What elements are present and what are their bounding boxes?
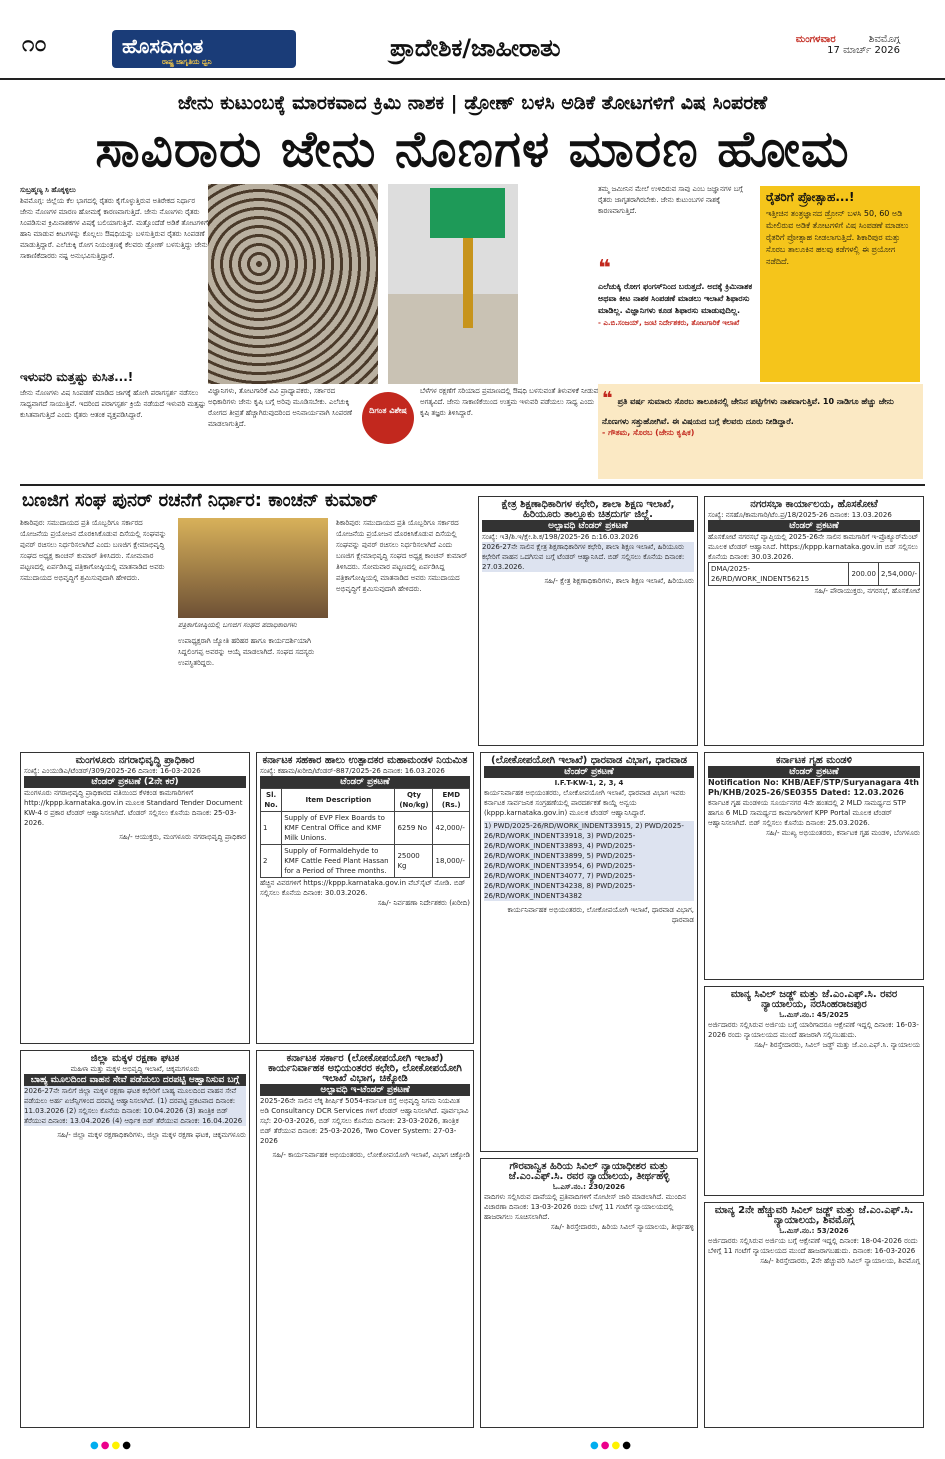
ad5-heading: (ಲೋಕೋಪಯೋಗಿ ಇಲಾಖೆ) ಧಾರವಾಡ ವಿಭಾಗ, ಧಾರವಾಡ xyxy=(491,755,687,766)
story2-photo xyxy=(178,518,328,618)
ad2-work-id: DMA/2025-26/RD/WORK_INDENT56215 xyxy=(709,563,849,586)
byline: ಸುಬ್ರಹ್ಮಣ್ಯ ಸಿ ಹೊಕ್ಕಳ್ಳಿಲು xyxy=(20,186,76,194)
ad4-body: ಹೆಚ್ಚಿನ ವಿವರಗಳಿಗೆ https://kppp.karnataka.gov.in ವೆಬ್‌ಸೈಟ್ ನೋಡಿ. ಬಿಡ್ ಸಲ್ಲಿಸಲು ಕೊನೆಯ ದಿನಾಂಕ: 30.03.2026. xyxy=(260,879,466,897)
ad11-case: ಓ.ಮಿಸ್.ನಂ.: 53/2026 xyxy=(779,1227,849,1235)
ad-kmf-tender[interactable] xyxy=(256,752,474,1044)
brand-name: ಹೊಸದಿಗಂತ xyxy=(122,34,204,58)
sidebar-yellow-box xyxy=(760,186,920,382)
ad-court-thirthahalli[interactable] xyxy=(480,1158,698,1428)
ad3-sign: ಸಹಿ/- ಆಯುಕ್ತರು, ಮಂಗಳೂರು ನಗರಾಭಿವೃದ್ಧಿ ಪ್ರಾಧಿಕಾರ xyxy=(119,833,246,841)
story2-body-b: ಉಪಾಧ್ಯಕ್ಷರಾಗಿ ಜ್ಯೋತಿ ಹರಿಹರ ಹಾಗೂ ಕಾರ್ಯದರ್ಶಿಯಾಗಿ ಸಿದ್ದಲಿಂಗಪ್ಪ ಅವರನ್ನು ಆಯ್ಕೆ ಮಾಡಲಾಗಿದೆ. ಸಂಘದ ಸದಸ್ಯರು ಉಪಸ್ಥಿತರಿದ್ದರು. xyxy=(178,637,315,667)
ad1-ref: ಸಂಖ್ಯೆ: ಇ3/ಶಿ.ಇ/ಕ್ಷೇ.ಶಿ.ಕ/198/2025-26 ದಿ:16.03.2026 xyxy=(482,533,639,541)
ad8-body: 2026-27ನೇ ಸಾಲಿಗೆ ಜಿಲ್ಲಾ ಮಕ್ಕಳ ರಕ್ಷಣಾ ಘಟಕ ಕಛೇರಿಗೆ ಬಾಹ್ಯ ಮೂಲದಿಂದ ವಾಹನ ಸೇವೆ ಪಡೆಯಲು ಅರ್ಹ ಏಜೆನ್ಸಿಗಳಿಂದ ದರಪಟ್ಟಿ ಆಹ್ವಾನಿಸಲಾಗಿದೆ. (1) ದರಪಟ್ಟಿ ಪ್ರಕಟವಾದ ದಿನಾಂಕ: 11.03.2026 (2) ಸಲ್ಲಿಸಲು ಕೊನೆಯ ದಿನಾಂಕ: 10.04.2026 (3) ತಾಂತ್ರಿಕ ಬಿಡ್ ತೆರೆಯುವ ದಿನಾಂಕ: 13.04.2026 (4) ಆರ್ಥಿಕ ಬಿಡ್ ತೆರೆಯುವ ದಿನಾಂಕ: 16.04.2026 xyxy=(24,1086,246,1126)
ad11-body: ಅರ್ಜಿದಾರರು ಸಲ್ಲಿಸಿರುವ ಅರ್ಜಿಯ ಬಗ್ಗೆ ಆಕ್ಷೇಪಣೆ ಇದ್ದಲ್ಲಿ ದಿನಾಂಕ: 18-04-2026 ರಂದು ಬೆಳಿಗ್ಗೆ 11 ಗಂಟೆಗೆ ನ್ಯಾಯಾಲಯದ ಮುಂದೆ ಹಾಜರಾಗಬಹುದು. ದಿನಾಂಕ: 16-03-2026 xyxy=(708,1237,918,1255)
ad2-emd: 200.00 xyxy=(849,563,879,586)
ad5-works: 1) PWD/2025-26/RD/WORK_INDENT33915, 2) PWD/2025-26/RD/WORK_INDENT33918, 3) PWD/2025-26/RD/WORK_INDENT33893, 4) PWD/2025-26/RD/WORK_INDENT33899, 5) PWD/2025-26/RD/WORK_INDENT33954, 6) PWD/2025-26/RD/WORK_INDENT34077, 7) PWD/2025-26/RD/WORK_INDENT34238, 8) PWD/2025-26/RD/WORK_INDENT34382 xyxy=(484,821,694,901)
quote-2-author: - ಗೌತಮ, ಸೊರಬ (ಜೇನು ಕೃಷಿಕ) xyxy=(602,428,695,437)
cell: 2 xyxy=(261,845,282,878)
lead-headline[interactable]: ಸಾವಿರಾರು ಜೇನು ನೊಣಗಳ ಮಾರಣ ಹೋಮ xyxy=(95,120,850,178)
quote-box-2 xyxy=(598,384,923,479)
lead-body-1: ಶಿವಮೊಗ್ಗ: ಜಿಲ್ಲೆಯ ಕೆಲ ಭಾಗದಲ್ಲಿ ರೈತರು ಕೈಗೊಳ್ಳುತ್ತಿರುವ ಅತಿರೇಕದ ನಿರ್ಧಾರ ಜೇನು ನೊಣಗಳ ಮಾರಣ ಹೋಮಕ್ಕೆ ಕಾರಣವಾಗುತ್ತಿದೆ. ಜೇನು ನೊಣಗಳು ರೈತರು ಸಿಂಪಡಿಸುವ ಕ್ರಿಮಿನಾಶಕಗಳ ವಿಷಕ್ಕೆ ಬಲಿಯಾಗುತ್ತಿವೆ. ಮತ್ತೊಂದೆಡೆ ಅಡಿಕೆ ತೋಟಗಳಿಗೆ ಹಾನಿ ಮಾಡುವ ಕೀಟಗಳನ್ನು ಕೊಲ್ಲಲು ಔಷಧಿಯನ್ನು ಬಳಸುತ್ತಿರುವ ರೈತರು ಸಿಂಪಡಣೆ ಮಾಡುತ್ತಿದ್ದಾರೆ. ಎಲೆಚುಕ್ಕಿ ರೋಗ ನಿಯಂತ್ರಣಕ್ಕೆ ಕೆಲವರು ಡ್ರೋಣ್ ಬಳಸುತ್ತಿದ್ದು ಜೇನು ಸಾಕಾಣಿಕೆದಾರರು ನಷ್ಟ ಅನುಭವಿಸುತ್ತಿದ್ದಾರೆ. xyxy=(20,197,209,260)
ad11-sign: ಸಹಿ/- ಶಿರಸ್ತೇದಾರರು, 2ನೇ ಹೆಚ್ಚುವರಿ ಸಿವಿಲ್ ನ್ಯಾಯಾಲಯ, ಶಿವಮೊಗ್ಗ xyxy=(760,1257,920,1265)
quote-2: ಪ್ರತಿ ವರ್ಷ ಸುಮಾರು ಸೊರಬ ತಾಲೂಕಿನಲ್ಲಿ ಜೇನಿನ ಪಟ್ಟಿಗೆಗಳು ನಾಶವಾಗುತ್ತಿವೆ. 10 ನಾಡಿಗೂ ಹೆಚ್ಚು ಜೇನು ನೊಣಗಳು ಸತ್ತುಹೋಗಿವೆ. ಈ ವಿಷಯದ ಬಗ್ಗೆ ಕೆಲವರು ದೂರು ನೀಡಿದ್ದಾರೆ. xyxy=(602,397,894,426)
ad5-sub: I.F.T-KW-1, 2, 3, 4 xyxy=(554,779,624,787)
ad2-bar: ಟೆಂಡರ್ ಪ್ರಕಟಣೆ xyxy=(708,520,920,532)
ad8-sub: ಮಹಿಳಾ ಮತ್ತು ಮಕ್ಕಳ ಅಭಿವೃದ್ಧಿ ಇಲಾಖೆ, ಚಿಕ್ಕಮಗಳೂರು xyxy=(70,1065,200,1073)
ad4-sign: ಸಹಿ/- ನಿರ್ವಹಣಾ ನಿರ್ದೇಶಕರು (ಖರೀದಿ) xyxy=(377,899,470,907)
ad-child-protection[interactable] xyxy=(20,1050,250,1428)
ad4-col-emd: EMD (Rs.) xyxy=(433,789,470,812)
cell: 1 xyxy=(261,812,282,845)
ad3-heading: ಮಂಗಳೂರು ನಗರಾಭಿವೃದ್ಧಿ ಪ್ರಾಧಿಕಾರ xyxy=(75,755,195,766)
ad4-col-qty: Qty (No/kg) xyxy=(395,789,433,812)
cell: Supply of EVP Flex Boards to KMF Central Office and KMF Milk Unions. xyxy=(282,812,395,845)
beehive-box xyxy=(430,188,505,238)
print-registration-marks: ●●●● xyxy=(90,1440,133,1451)
ad2-table xyxy=(708,562,920,586)
ad5-sign: ಕಾರ್ಯನಿರ್ವಾಹಕ ಅಭಿಯಂತರರು, ಲೋಕೋಪಯೋಗಿ ಇಲಾಖೆ, ಧಾರವಾಡ ವಿಭಾಗ, ಧಾರವಾಡ xyxy=(507,906,694,924)
ad6-sign: ಸಹಿ/- ಮುಖ್ಯ ಅಭಿಯಂತರರು, ಕರ್ನಾಟಕ ಗೃಹ ಮಂಡಳಿ, ಬೆಂಗಳೂರು xyxy=(766,829,920,837)
ad10-sign: ಸಹಿ/- ಶಿರಸ್ತೇದಾರರು, ಹಿರಿಯ ಸಿವಿಲ್ ನ್ಯಾಯಾಲಯ, ತೀರ್ಥಹಳ್ಳಿ xyxy=(550,1223,694,1231)
ad3-bar: ಟೆಂಡರ್ ಪ್ರಕಟಣೆ (2ನೇ ಕರೆ) xyxy=(24,776,246,788)
cell: 6259 No xyxy=(395,812,433,845)
ad10-case: ಓ.ಎಸ್.ನಂ.: 230/2026 xyxy=(552,1183,626,1191)
ad1-body: 2026-27ನೇ ಸಾಲಿನ ಕ್ಷೇತ್ರ ಶಿಕ್ಷಣಾಧಿಕಾರಿಗಳ ಕಛೇರಿ, ಶಾಲಾ ಶಿಕ್ಷಣ ಇಲಾಖೆ, ಹಿರಿಯೂರು ಕಛೇರಿಗೆ ವಾಹನ ಒದಗಿಸುವ ಬಗ್ಗೆ ಟೆಂಡರ್ ಆಹ್ವಾನಿಸಿದೆ. ಬಿಡ್ ಸಲ್ಲಿಸಲು ಕೊನೆಯ ದಿನಾಂಕ: 27.03.2026. xyxy=(482,542,694,572)
brand-logo[interactable] xyxy=(112,30,296,68)
ad7-case: ಓ.ಮಿಸ್.ನಂ.: 45/2025 xyxy=(779,1011,849,1019)
quote-1: ಎಲೆಚುಕ್ಕಿ ರೋಗ ಫಂಗಸ್‌ನಿಂದ ಬರುತ್ತದೆ. ಅದಕ್ಕೆ ಕ್ರಿಮಿನಾಶಕ ಅಥವಾ ಕೀಟ ನಾಶಕ ಸಿಂಪಡಣೆ ಮಾಡಲು ಇಲಾಖೆ ಶಿಫಾರಸು ಮಾಡಿಲ್ಲ. ವಿಜ್ಞಾನಿಗಳು ಕೂಡ ಶಿಫಾರಸು ಮಾಡುವುದಿಲ್ಲ. xyxy=(598,282,753,315)
ad6-body: ಕರ್ನಾಟಕ ಗೃಹ ಮಂಡಳಿಯ ಸೂರ್ಯನಗರ 4ನೇ ಹಂತದಲ್ಲಿ 2 MLD ಸಾಮರ್ಥ್ಯದ STP ಹಾಗೂ 6 MLD ಸಾಮರ್ಥ್ಯದ ಕಾಮಗಾರಿಗಳಿಗೆ KPP Portal ಮೂಲಕ ಟೆಂಡರ್ ಆಹ್ವಾನಿಸಲಾಗಿದೆ. ಬಿಡ್ ಸಲ್ಲಿಸಲು ಕೊನೆಯ ದಿನಾಂಕ: 25.03.2026. xyxy=(708,799,906,827)
quote-mark-icon-2: ❝ xyxy=(602,388,613,409)
ad-hoskote-tender[interactable] xyxy=(704,496,924,746)
ad7-heading: ಮಾನ್ಯ ಸಿವಿಲ್ ಜಡ್ಜ್ ಮತ್ತು ಜೆ.ಎಂ.ಎಫ್.ಸಿ. ರವರ ನ್ಯಾಯಾಲಯ, ನರಸಿಂಹರಾಜಪುರ xyxy=(730,989,898,1010)
lead-body-2: ಜೇನು ನೊಣಗಳು ವಿಷ ಸಿಂಪಡಣೆ ಮಾಡಿದ ಜಾಗಕ್ಕೆ ಹೋಗಿ ಪರಾಗಸ್ಪರ್ಶ ನಡೆಸಲು ಸಾಧ್ಯವಾಗದೆ ಸಾಯುತ್ತಿವೆ. ಇದರಿಂದ ಪರಾಗಸ್ಪರ್ಶ ಕ್ರಿಯೆ ನಡೆಯದೆ ಇಳುವರಿ ಮತ್ತಷ್ಟು ಕುಸಿತವಾಗುತ್ತಿದೆ ಎಂದು ರೈತರು ಆತಂಕ ವ್ಯಕ್ತಪಡಿಸಿದ್ದಾರೆ. xyxy=(20,389,206,419)
ad-mangaluru-tender[interactable] xyxy=(20,752,250,1044)
ad-pwd-chikkodi[interactable] xyxy=(256,1050,474,1428)
ad1-sign: ಸಹಿ/- ಕ್ಷೇತ್ರ ಶಿಕ್ಷಣಾಧಿಕಾರಿಗಳು, ಶಾಲಾ ಶಿಕ್ಷಣ ಇಲಾಖೆ, ಹಿರಿಯೂರು xyxy=(544,577,694,585)
ad1-bar: ಅಲ್ಪಾವಧಿ ಟೆಂಡರ್ ಪ್ರಕಟಣೆ xyxy=(482,520,694,532)
yellow-box-title: ರೈತರಿಗೆ ಪ್ರೋತ್ಸಾಹ...! xyxy=(766,190,855,204)
ad4-bar: ಟೆಂಡರ್ ಪ್ರಕಟಣೆ xyxy=(260,776,470,788)
lead-body-4: ಬೆಳೆಗಳ ರಕ್ಷಣೆಗೆ ಸರಿಯಾದ ಪ್ರಮಾಣದಲ್ಲಿ ಔಷಧಿ ಬಳಸುವಂತೆ ತಿಳುವಳಿಕೆ ನೀಡುವ ಅಗತ್ಯವಿದೆ. ಜೇನು ಸಾಕಾಣಿಕೆಯಿಂದ ಉತ್ತಮ ಇಳುವರಿ ಪಡೆಯಲು ಸಾಧ್ಯ ಎಂದು ಕೃಷಿ ತಜ್ಞರು ತಿಳಿಸಿದ್ದಾರೆ. xyxy=(420,387,599,417)
ad4-col-item: Item Description xyxy=(282,789,395,812)
quote-box-1 xyxy=(598,256,758,376)
table-row xyxy=(261,812,470,845)
ad8-sign: ಸಹಿ/- ಜಿಲ್ಲಾ ಮಕ್ಕಳ ರಕ್ಷಣಾಧಿಕಾರಿಗಳು, ಜಿಲ್ಲಾ ಮಕ್ಕಳ ರಕ್ಷಣಾ ಘಟಕ, ಚಿಕ್ಕಮಗಳೂರು xyxy=(57,1131,246,1139)
ad4-table xyxy=(260,788,470,878)
ad-education-tender[interactable] xyxy=(478,496,698,746)
cell: 18,000/- xyxy=(433,845,470,878)
special-stamp: ದಿಗಂತ ವಿಶೇಷ xyxy=(362,392,414,444)
ad7-sign: ಸಹಿ/- ಶಿರಸ್ತೇದಾರರು, ಸಿವಿಲ್ ಜಡ್ಜ್ ಮತ್ತು ಜೆ.ಎಂ.ಎಫ್.ಸಿ. ನ್ಯಾಯಾಲಯ xyxy=(754,1041,920,1049)
ad-pwd-dharwad[interactable] xyxy=(480,752,698,1152)
quote-1-author: - ಎ.ಬಿ.ಸಂಜಯ್, ಜಂಟಿ ನಿರ್ದೇಶಕರು, ತೋಟಗಾರಿಕೆ ಇಲಾಖೆ xyxy=(598,319,740,327)
ad3-ref: ಸಂಖ್ಯೆ: ಎಂಯುಡಿಎ/ಟೆಂಡರ್/309/2025-26 ದಿನಾಂಕ: 16-03-2026 xyxy=(24,767,201,775)
ad8-bar: ಬಾಹ್ಯ ಮೂಲದಿಂದ ವಾಹನ ಸೇವೆ ಪಡೆಯಲು ದರಪಟ್ಟಿ ಆಹ್ವಾನಿಸುವ ಬಗ್ಗೆ xyxy=(24,1074,246,1086)
ad4-col-sl: Sl. No. xyxy=(261,789,282,812)
ad6-bar: ಟೆಂಡರ್ ಪ್ರಕಟಣೆ xyxy=(708,766,920,778)
ad9-bar: ಅಲ್ಪಾವಧಿ ಇ-ಟೆಂಡರ್ ಪ್ರಕಟಣೆ xyxy=(260,1084,470,1096)
ad5-bar: ಟೆಂಡರ್ ಪ್ರಕಟಣೆ xyxy=(484,766,694,778)
lead-subheadline: ಜೇನು ಕುಟುಂಬಕ್ಕೆ ಮಾರಕವಾದ ಕ್ರಿಮಿ ನಾಶಕ | ಡ್ರೋಣ್ ಬಳಸಿ ಅಡಿಕೆ ತೋಟಗಳಿಗೆ ವಿಷ ಸಿಂಪರಣೆ xyxy=(177,92,768,114)
ad9-body: 2025-26ನೇ ಸಾಲಿನ ಲೆಕ್ಕ ಶೀರ್ಷಿಕೆ 5054-ಕರ್ನಾಟಕ ರಸ್ತೆ ಅಭಿವೃದ್ಧಿ ನಿಗಮ ನಿಯಮಿತ ಅಡಿ Consultancy DCR Services ಗಳಿಗೆ ಟೆಂಡರ್ ಆಹ್ವಾನಿಸಲಾಗಿದೆ. ಪೂರ್ವಭಾವಿ ಸಭೆ: 20-03-2026, ಬಿಡ್ ಸಲ್ಲಿಸಲು ಕೊನೆಯ ದಿನಾಂಕ: 23-03-2026, ತಾಂತ್ರಿಕ ಬಿಡ್ ತೆರೆಯುವ ದಿನಾಂಕ: 25-03-2026, Two Cover System: 27-03-2026 xyxy=(260,1097,469,1145)
ad1-heading: ಕ್ಷೇತ್ರ ಶಿಕ್ಷಣಾಧಿಕಾರಿಗಳ ಕಛೇರಿ, ಶಾಲಾ ಶಿಕ್ಷಣ ಇಲಾಖೆ, ಹಿರಿಯೂರು ತಾಲ್ಲೂಕು ಚಿತ್ರದುರ್ಗ ಜಿಲ್ಲೆ. xyxy=(501,499,675,520)
lead-subhead-2: ಇಳುವರಿ ಮತ್ತಷ್ಟು ಕುಸಿತ...! xyxy=(20,370,134,384)
lead-body-5: ತಮ್ಮ ಜಮೀನಿನ ಮೇಲೆ ಉಳಿದಿರುವ ಸಾವು ಎಂಬ ಜಜ್ಞಾನಗಳ ಬಗ್ಗೆ ರೈತರು ಜಾಗೃತರಾಗಿರಬೇಕು. ಜೇನು ಕುಟುಂಬಗಳ ನಾಶಕ್ಕೆ ಕಾರಣವಾಗುತ್ತಿದೆ. xyxy=(598,185,743,215)
ad2-heading: ನಗರಸಭಾ ಕಾರ್ಯಾಲಯ, ಹೊಸಕೋಟೆ xyxy=(750,499,878,510)
ad-court-nrpura[interactable] xyxy=(704,986,924,1196)
page-number: ೧೦ xyxy=(22,32,47,57)
ad-khb-tender[interactable] xyxy=(704,752,924,980)
quote-mark-icon: ❝ xyxy=(598,256,611,281)
story2-headline[interactable]: ಬಣಜಿಗ ಸಂಘ ಪುನರ್ ರಚನೆಗೆ ನಿರ್ಧಾರ: ಕಾಂಚನ್ ಕುಮಾರ್ xyxy=(22,490,378,511)
masthead xyxy=(0,0,945,80)
story2-body: ಶಿಕಾರಿಪುರ: ಸಮುದಾಯದ ಪ್ರತಿ ಯೊಬ್ಬರಿಗೂ ಸರ್ಕಾರದ ಯೋಜನೆಯ ಪ್ರಯೋಜನ ದೊರಕಿಸಿಕೊಡುವ ದಿಸೆಯಲ್ಲಿ ಸಂಘವನ್ನು ಪುನರ್ ರಚಿಸಲು ನಿರ್ಧರಿಸಲಾಗಿದೆ ಎಂದು ಬಣಜಿಗ ಕ್ಷೇಮಾಭಿವೃದ್ಧಿ ಸಂಘದ ಅಧ್ಯಕ್ಷ ಕಾಂಚನ್ ಕುಮಾರ್ ತಿಳಿಸಿದರು. ಸೋಮವಾರ ಪಟ್ಟಣದಲ್ಲಿ ಏರ್ಪಡಿಸಿದ್ದ ಪತ್ರಿಕಾಗೋಷ್ಠಿಯಲ್ಲಿ ಮಾತನಾಡಿದ ಅವರು ಸಮುದಾಯದ ಅಭಿವೃದ್ಧಿಗೆ ಶ್ರಮಿಸುವುದಾಗಿ ಹೇಳಿದರು. xyxy=(20,519,167,582)
print-registration-marks: ●●●● xyxy=(590,1440,633,1451)
ad4-heading: ಕರ್ನಾಟಕ ಸಹಕಾರ ಹಾಲು ಉತ್ಪಾದಕರ ಮಹಾಮಂಡಳ ನಿಯಮಿತ xyxy=(262,755,468,766)
hive-stand xyxy=(463,238,473,328)
ad10-heading: ಗೌರವಾನ್ವಿತ ಹಿರಿಯ ಸಿವಿಲ್ ನ್ಯಾಯಾಧೀಶರ ಮತ್ತು ಜೆ.ಎಂ.ಎಫ್.ಸಿ. ರವರ ನ್ಯಾಯಾಲಯ, ತೀರ್ಥಹಳ್ಳಿ xyxy=(508,1161,670,1182)
ad7-body: ಅರ್ಜಿದಾರರು ಸಲ್ಲಿಸಿರುವ ಅರ್ಜಿಯ ಬಗ್ಗೆ ಯಾರಿಗಾದರೂ ಆಕ್ಷೇಪಣೆ ಇದ್ದಲ್ಲಿ ದಿನಾಂಕ: 16-03-2026 ರಂದು ನ್ಯಾಯಾಲಯದ ಮುಂದೆ ಹಾಜರಾಗಿ ಸಲ್ಲಿಸಬಹುದು. xyxy=(708,1021,919,1039)
lead-body-col1 xyxy=(20,185,210,365)
ad10-body: ವಾದಿಗಳು ಸಲ್ಲಿಸಿರುವ ದಾವೆಯಲ್ಲಿ ಪ್ರತಿವಾದಿಗಳಿಗೆ ನೋಟೀಸ್ ಜಾರಿ ಮಾಡಲಾಗಿದೆ. ಮುಂದಿನ ವಿಚಾರಣಾ ದಿನಾಂಕ: 13-03-2026 ರಂದು ಬೆಳಿಗ್ಗೆ 11 ಗಂಟೆಗೆ ನ್ಯಾಯಾಲಯದಲ್ಲಿ ಹಾಜರಾಗಲು ಸೂಚಿಸಲಾಗಿದೆ. xyxy=(484,1193,686,1221)
ad2-sign: ಸಹಿ/- ಪೌರಾಯುಕ್ತರು, ನಗರಸಭೆ, ಹೊಸಕೋಟೆ xyxy=(814,587,920,595)
ad2-body: ಹೊಸಕೋಟೆ ನಗರಸಭೆ ವ್ಯಾಪ್ತಿಯಲ್ಲಿ 2025-26ನೇ ಸಾಲಿನ ಕಾಮಗಾರಿಗೆ ಇ-ಪ್ರೊಕ್ಯೂರ್‌ಮೆಂಟ್ ಮೂಲಕ ಟೆಂಡರ್ ಆಹ್ವಾನಿಸಿದೆ. https://kppp.karnataka.gov.in ಬಿಡ್ ಸಲ್ಲಿಸಲು ಕೊನೆಯ ದಿನಾಂಕ: 30.03.2026. xyxy=(708,533,919,561)
ad9-heading: ಕರ್ನಾಟಕ ಸರ್ಕಾರ (ಲೋಕೋಪಯೋಗಿ ಇಲಾಖೆ) ಕಾರ್ಯನಿರ್ವಾಹಕ ಅಭಿಯಂತರರ ಕಛೇರಿ, ಲೋಕೋಪಯೋಗಿ ಇಲಾಖೆ ವಿಭಾಗ, ಚಿಕ್ಕೋಡಿ xyxy=(268,1053,462,1084)
yellow-box-body: ಇತ್ತೀಚಿನ ತಂತ್ರಜ್ಞಾನದ ಡ್ರೋನ್ ಬಳಸಿ 50, 60 ಅಡಿ ಮೇಲಿರುವ ಅಡಿಕೆ ತೋಟಗಳಿಗೆ ವಿಷ ಸಿಂಪಡಣೆ ಮಾಡಲು ರೈತರಿಗೆ ಪ್ರೋತ್ಸಾಹ ನೀಡಲಾಗುತ್ತಿದೆ. ಶಿಕಾರಿಪುರ ಮತ್ತು ಸೊರಬ ತಾಲೂಕಿನ ಹಲವು ಕಡೆಗಳಲ್ಲಿ ಈ ಪ್ರಯೋಗ ನಡೆದಿದೆ. xyxy=(766,209,909,266)
ad11-heading: ಮಾನ್ಯ 2ನೇ ಹೆಚ್ಚುವರಿ ಸಿವಿಲ್ ಜಡ್ಜ್ ಮತ್ತು ಜೆ.ಎಂ.ಎಫ್.ಸಿ. ನ್ಯಾಯಾಲಯ, ಶಿವಮೊಗ್ಗ xyxy=(714,1205,914,1226)
cell: Supply of Formaldehyde to KMF Cattle Feed Plant Hassan for a Period of Three months. xyxy=(282,845,395,878)
story2-caption: ಪತ್ರಿಕಾಗೋಷ್ಠಿಯಲ್ಲಿ ಬಣಜಿಗ ಸಂಘದ ಪದಾಧಿಕಾರಿಗಳು xyxy=(178,621,297,629)
ad6-heading: ಕರ್ನಾಟಕ ಗೃಹ ಮಂಡಳಿ xyxy=(775,755,853,766)
story2-body-c: ಶಿಕಾರಿಪುರ: ಸಮುದಾಯದ ಪ್ರತಿ ಯೊಬ್ಬರಿಗೂ ಸರ್ಕಾರದ ಯೋಜನೆಯ ಪ್ರಯೋಜನ ದೊರಕಿಸಿಕೊಡುವ ದಿಸೆಯಲ್ಲಿ ಸಂಘವನ್ನು ಪುನರ್ ರಚಿಸಲು ನಿರ್ಧರಿಸಲಾಗಿದೆ ಎಂದು ಬಣಜಿಗ ಕ್ಷೇಮಾಭಿವೃದ್ಧಿ ಸಂಘದ ಅಧ್ಯಕ್ಷ ಕಾಂಚನ್ ಕುಮಾರ್ ತಿಳಿಸಿದರು. ಸೋಮವಾರ ಪಟ್ಟಣದಲ್ಲಿ ಏರ್ಪಡಿಸಿದ್ದ ಪತ್ರಿಕಾಗೋಷ್ಠಿಯಲ್ಲಿ ಮಾತನಾಡಿದ ಅವರು ಸಮುದಾಯದ ಅಭಿವೃದ್ಧಿಗೆ ಶ್ರಮಿಸುವುದಾಗಿ ಹೇಳಿದರು. xyxy=(336,519,468,593)
ad6-notification: Notification No: KHB/AEF/STP/Suryanagara 4th Ph/KHB/2025-26/SE0355 Dated: 12.03.2026 xyxy=(708,778,919,797)
ad5-body: ಕಾರ್ಯನಿರ್ವಾಹಕ ಅಭಿಯಂತರರು, ಲೋಕೋಪಯೋಗಿ ಇಲಾಖೆ, ಧಾರವಾಡ ವಿಭಾಗ ಇವರು ಕರ್ನಾಟಕ ಸಾರ್ವಜನಿಕ ಸಂಗ್ರಹಣೆಯಲ್ಲಿ ಪಾರದರ್ಶಕತೆ ಕಾಯ್ದೆ ಅನ್ವಯ (kppp.karnataka.gov.in) ಮೂಲಕ ಟೆಂಡರ್ ಆಹ್ವಾನಿಸಿದ್ದಾರೆ. xyxy=(484,789,686,817)
ad8-heading: ಜಿಲ್ಲಾ ಮಕ್ಕಳ ರಕ್ಷಣಾ ಘಟಕ xyxy=(90,1053,180,1064)
day-label: ಮಂಗಳವಾರ xyxy=(795,34,836,45)
bee-photo xyxy=(208,184,378,384)
ad3-body: ಮಂಗಳೂರು ನಗರಾಭಿವೃದ್ಧಿ ಪ್ರಾಧಿಕಾರದ ವತಿಯಿಂದ ಕೆಳಕಂಡ ಕಾಮಗಾರಿಗಳಿಗೆ http://kppp.karnataka.gov.in ಮೂಲಕ Standard Tender Document KW-4 ರ ಪ್ರಕಾರ ಟೆಂಡರ್ ಆಹ್ವಾನಿಸಲಾಗಿದೆ. ಟೆಂಡರ್ ಸಲ್ಲಿಸಲು ಕೊನೆಯ ದಿನಾಂಕ: 25-03-2026. xyxy=(24,789,243,827)
dateline xyxy=(700,34,900,56)
ad-court-shivamogga[interactable] xyxy=(704,1202,924,1428)
table-row xyxy=(261,845,470,878)
section-title: ಪ್ರಾದೇಶಿಕ/ಜಾಹೀರಾತು xyxy=(390,34,561,62)
cell: 42,000/- xyxy=(433,812,470,845)
ad2-ref: ಸಂಖ್ಯೆ: ನಸಹೊ/ಕಾಮಗಾರಿ/ಟೆಂ.ಪ್ರ/18/2025-26 ದಿನಾಂಕ: 13.03.2026 xyxy=(708,511,892,519)
date-label: 17 ಮಾರ್ಚ್ 2026 xyxy=(827,45,900,56)
divider xyxy=(20,484,925,486)
cell: 25000 Kg xyxy=(395,845,433,878)
lead-body-3: ವಿಜ್ಞಾನಿಗಳು, ತೋಟಗಾರಿಕೆ ವಿವಿ ಪ್ರಾಧ್ಯಾಪಕರು, ಸರ್ಕಾರದ ಅಧಿಕಾರಿಗಳು ಜೇನು ಕೃಷಿ ಬಗ್ಗೆ ಅರಿವು ಮೂಡಿಸಬೇಕು. ಎಲೆಚುಕ್ಕಿ ರೋಗದ ತೀವ್ರತೆ ಹೆಚ್ಚಾಗಿರುವುದರಿಂದ ಅನಿವಾರ್ಯವಾಗಿ ಸಿಂಪರಣೆ ಮಾಡಲಾಗುತ್ತಿದೆ. xyxy=(208,387,353,428)
ad4-ref: ಸಂಖ್ಯೆ: ಕಹಾಮ/ಖರೀದಿ/ಟೆಂಡರ್-887/2025-26 ದಿನಾಂಕ: 16.03.2026 xyxy=(260,767,445,775)
brand-tagline: ರಾಷ್ಟ್ರ ಜಾಗೃತಿಯ ಧ್ವನಿ xyxy=(162,58,212,66)
edition-label: ಶಿವಮೊಗ್ಗ xyxy=(868,34,900,45)
ad2-amount: 2,54,000/- xyxy=(878,563,919,586)
ad9-sign: ಸಹಿ/- ಕಾರ್ಯನಿರ್ವಾಹಕ ಅಭಿಯಂತರರು, ಲೋಕೋಪಯೋಗಿ ಇಲಾಖೆ, ವಿಭಾಗ ಚಿಕ್ಕೋಡಿ xyxy=(272,1151,470,1159)
